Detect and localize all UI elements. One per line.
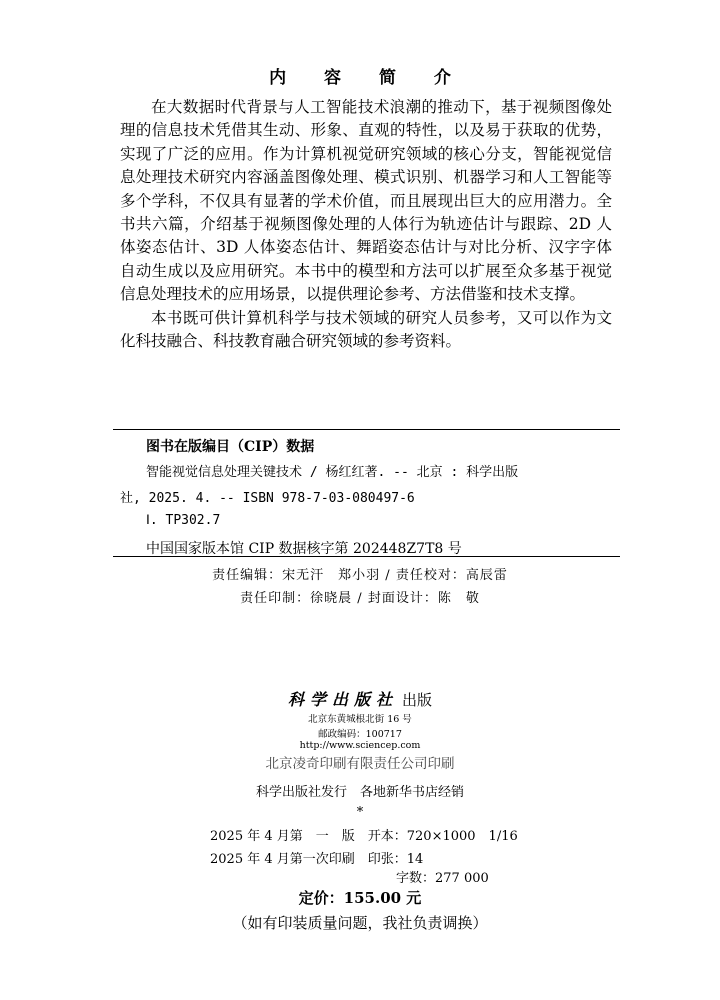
cip-isbn-line: 社, 2025. 4. -- ISBN 978-7-03-080497-6 [120,491,415,506]
printing-line [0,848,720,867]
edition-text: 2025 年 4 月第 一 版 开本：720×1000 1/16 [210,829,518,844]
publisher-url: http://www.sciencep.com [299,740,421,751]
production-credits: 责任印制：徐晓晨 / 封面设计：陈 敬 [240,591,480,606]
publisher-logo: 科学出版社 [287,690,398,709]
distribution: 科学出版社发行 各地新华书店经销 [255,785,464,800]
editor-credits: 责任编辑：宋无汗 郑小羽 / 责任校对：高辰雷 [212,568,508,583]
page-title: 内 容 简 介 [269,68,467,88]
cip-block [113,430,620,556]
publisher-line [0,687,720,710]
printing-text: 2025 年 4 月第一次印刷 印张：14 [210,852,424,867]
edition-line [0,825,720,844]
synopsis [120,96,612,353]
publisher-suffix: 出版 [402,691,433,709]
synopsis-paragraph-1: 在大数据时代背景与人工智能技术浪潮的推动下，基于视频图像处理的信息技术凭借其生动、形象、直观的特性，以及易于获取的优势，实现了广泛的应用。作为计算机视觉研究领域的核心分支，智能视觉信息处理技术研究内容涵盖图像处理、模式识别、机器学习和人工智能等多个学科，不仅具有显著的学术价值，而且展现出巨大的应用潜力。全书共六篇，介绍基于视频图像处理的人体行为轨迹估计与跟踪、2D 人体姿态估计、3D 人体姿态估计、舞蹈姿态估计与对比分析、汉字字体自动生成以及应用研究。本书中的模型和方法可以扩展至众多基于视觉信息处理技术的应用场景，以提供理论参考、方法借鉴和技术支撑。 [120,98,612,304]
printer: 北京凌奇印刷有限责任公司印刷 [265,756,455,772]
cip-heading: 图书在版编目（CIP）数据 [146,439,315,455]
word-count-line [0,867,720,886]
cip-bottom-rule [113,556,620,557]
word-count: 字数：277 000 [396,871,489,886]
cip-classification: Ⅰ. TP302.7 [146,513,221,528]
cip-title-line: 智能视觉信息处理关键技术 / 杨红红著. -- 北京 : 科学出版 [146,465,519,480]
quality-note: （如有印装质量问题，我社负责调换） [232,914,488,932]
publisher-address: 北京东黄城根北街 16 号 [308,714,412,725]
publisher-postcode: 邮政编码：100717 [318,729,402,740]
cip-record-number: 中国国家版本馆 CIP 数据核字第 202448Z7T8 号 [146,541,462,557]
price: 定价：155.00 元 [298,889,422,907]
synopsis-paragraph-2: 本书既可供计算机科学与技术领域的研究人员参考，又可以作为文化科技融合、科技教育融合研究领域的参考资料。 [120,308,612,351]
separator-asterisk: * [356,805,364,820]
